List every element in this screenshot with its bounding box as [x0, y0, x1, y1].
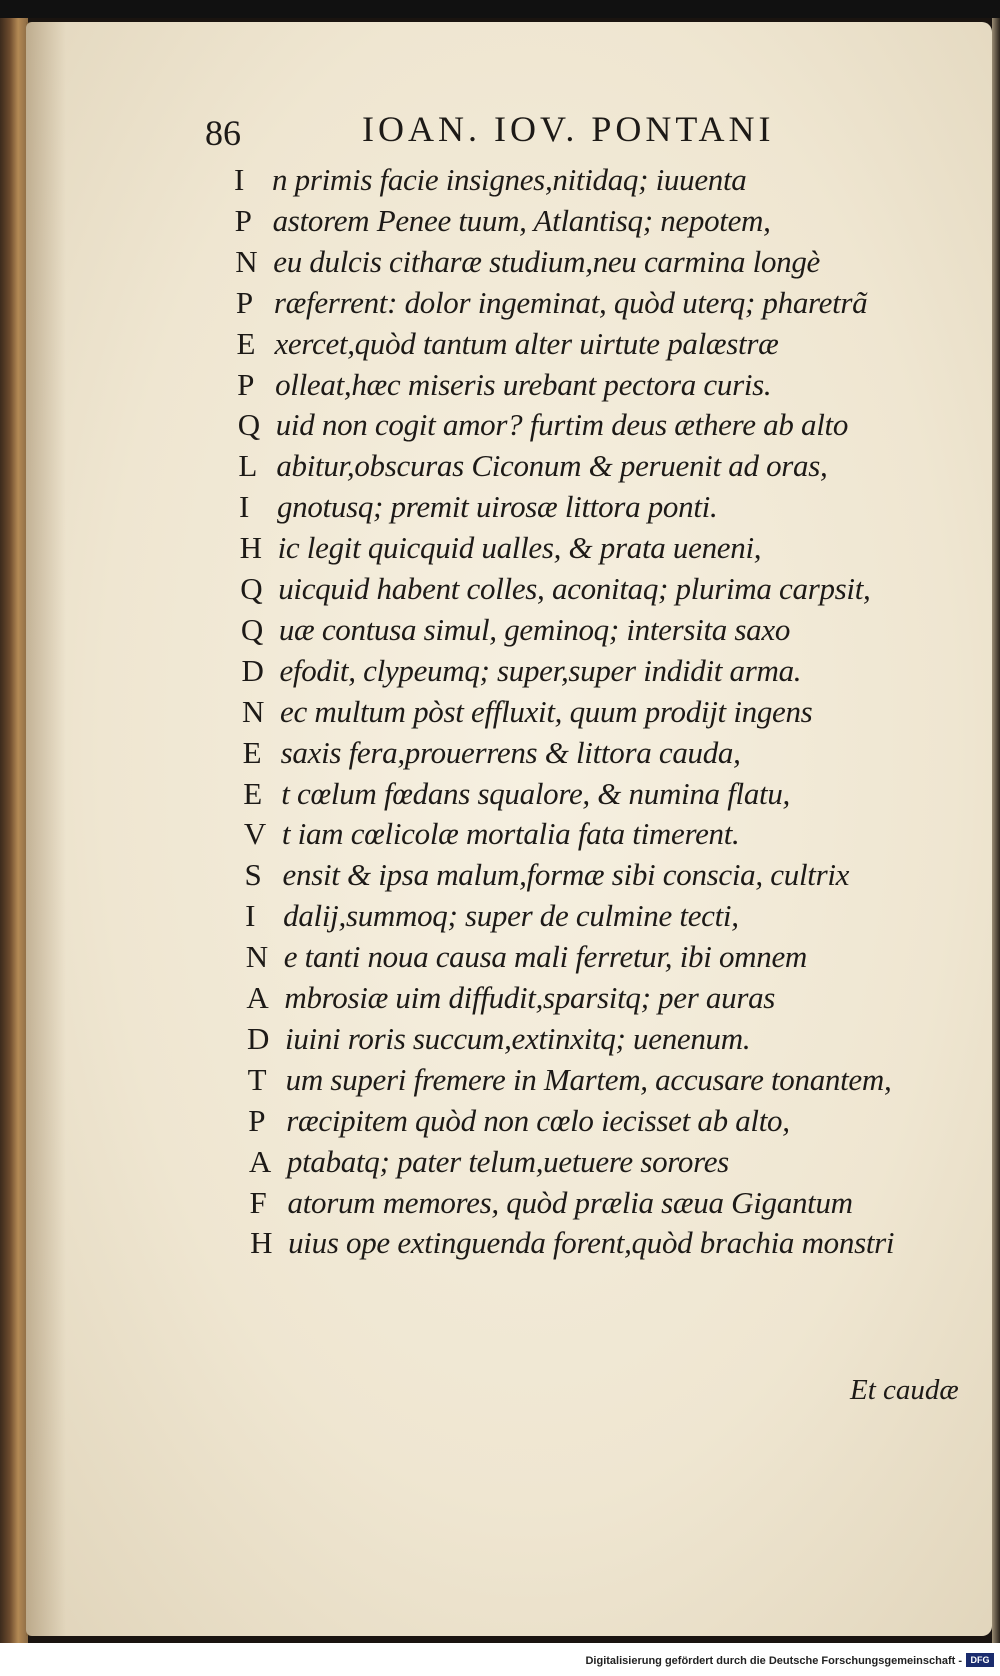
catchword: Et caudæ [850, 1374, 959, 1406]
page-number: 86 [205, 113, 241, 153]
verse-initial: P [248, 1102, 266, 1138]
verse-initial: N [242, 693, 265, 729]
gutter-shadow [26, 22, 66, 1636]
verse-initial: P [237, 366, 255, 402]
funding-credit: Digitalisierung gefördert durch die Deutsche Forschungsgemeinschaft - [585, 1655, 962, 1667]
dfg-logo: DFG [966, 1653, 994, 1667]
verse-text: eu dulcis citharæ studium,neu carmina longè [273, 243, 820, 279]
verse-text: atorum memores, quòd prælia sæua Gigantum [287, 1184, 853, 1220]
running-head: IOAN. IOV. PONTANI [362, 109, 775, 149]
verse-text: uæ contusa simul, geminoq; intersita saxo [278, 611, 791, 647]
verse-initial: P [234, 202, 252, 238]
verse-initial: E [242, 734, 262, 770]
verse-text: um superi fremere in Martem, accusare tonantem, [285, 1061, 892, 1097]
verse-text: t iam cœlicolæ mortalia fata timerent. [281, 816, 740, 852]
verse-text: ræcipitem quòd non cœlo iecisset ab alto, [286, 1102, 790, 1138]
verse-initial: A [246, 980, 269, 1015]
verse-text: ptabatq; pater telum,uetuere sorores [286, 1143, 729, 1179]
verse-text: gnotusq; premit uirosæ littora ponti. [276, 489, 718, 525]
verse-initial: D [241, 652, 264, 688]
verse-text: astorem Penee tuum, Atlantisq; nepotem, [272, 202, 771, 238]
verse-initial: H [239, 530, 262, 566]
verse-initial: S [244, 857, 262, 893]
verse-text: n primis facie insignes,nitidaq; iuuenta [272, 162, 747, 197]
verse-initial: D [247, 1020, 270, 1056]
verse-text: saxis fera,prouerrens & littora cauda, [280, 734, 741, 770]
verse-text: ic legit quicquid ualles, & prata ueneni, [277, 530, 762, 566]
verse-initial: E [243, 775, 263, 811]
verse-initial: L [238, 448, 258, 484]
verse-text: xercet,quòd tantum alter uirtute palæstræ [274, 325, 779, 361]
verse-initial: T [247, 1061, 267, 1097]
verse-initial: I [245, 898, 256, 934]
verse-initial: H [250, 1225, 273, 1261]
verse-text: e tanti noua causa mali ferretur, ibi omnem [283, 939, 808, 975]
verse-initial: Q [240, 571, 263, 606]
verse-initial: Q [240, 611, 264, 647]
verse-text: uicquid habent colles, aconitaq; plurima carpsit, [278, 571, 871, 606]
verse-initial: N [245, 939, 269, 975]
verse-initial: F [249, 1184, 267, 1220]
verse-text: t cœlum fœdans squalore, & numina flatu, [281, 775, 791, 811]
page-header [0, 108, 1000, 158]
verse-text: ensit & ipsa malum,formæ sibi conscia, cultrix [282, 857, 850, 893]
page-edge [992, 18, 1000, 1643]
verse-initial: A [248, 1143, 272, 1179]
verse-initial: N [235, 243, 258, 279]
verse-text: iuini roris succum,extinxitq; uenenum. [285, 1020, 751, 1056]
verse-text: abitur,obscuras Ciconum & peruenit ad oras, [276, 448, 828, 484]
verse-text: uius ope extinguenda forent,quòd brachia monstri [288, 1225, 895, 1261]
verse-initial: V [243, 816, 267, 852]
book-spine [0, 18, 28, 1643]
verse-text: ræferrent: dolor ingeminat, quòd uterq; pharetrã [273, 284, 868, 320]
verse-text: efodit, clypeumq; super,super indidit arma. [279, 652, 802, 688]
verse-text: dalij,summoq; super de culmine tecti, [283, 898, 739, 934]
verse-initial: P [235, 284, 254, 320]
verse-text: mbrosiæ uim diffudit,sparsitq; per auras [284, 980, 776, 1015]
verse-text: ec multum pòst effluxit, quum prodijt ingens [280, 693, 813, 729]
verse-initial: I [234, 162, 245, 197]
verse-initial: E [236, 325, 256, 361]
verse-text: olleat,hæc miseris urebant pectora curis. [275, 366, 772, 402]
verse-text: uid non cogit amor? furtim deus æthere ab alto [275, 407, 849, 443]
verse-initial: I [238, 489, 250, 525]
verse-initial: Q [237, 407, 261, 443]
